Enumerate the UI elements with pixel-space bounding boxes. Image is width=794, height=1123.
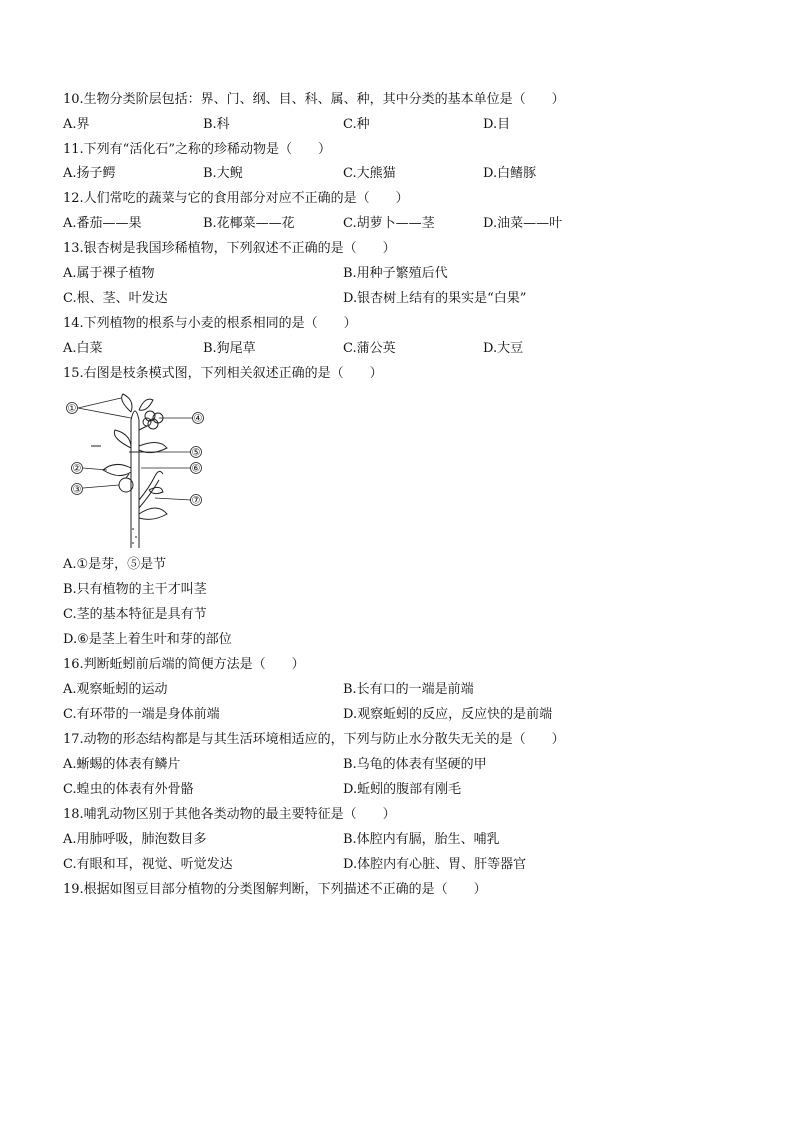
q15-option-c: C.茎的基本特征是具有节 (63, 607, 207, 622)
q14-option-d: D.大豆 (483, 341, 524, 356)
q17-option-c: C.蝗虫的体表有外骨骼 (63, 782, 194, 797)
q17-option-b: B.乌龟的体表有坚硬的甲 (343, 757, 487, 772)
q11-option-b: B.大鲵 (203, 166, 243, 181)
q15-option-b: B.只有植物的主干才叫茎 (63, 582, 207, 597)
q11-option-a: A.扬子鳄 (63, 166, 116, 181)
q14-option-a: A.白菜 (63, 341, 103, 356)
q13-option-b: B.用种子繁殖后代 (343, 266, 448, 281)
figure-label-5: ⑤ (191, 447, 201, 459)
question-19-stem: 19.根据如图豆目部分植物的分类图解判断，下列描述不正确的是（ ） (63, 882, 487, 897)
question-18-stem: 18.哺乳动物区别于其他各类动物的最主要特征是（ ） (63, 807, 396, 822)
branch-diagram (63, 390, 213, 550)
q15-option-a: A.①是芽，⑤是节 (63, 557, 167, 572)
question-10-stem: 10.生物分类阶层包括：界、门、纲、目、科、属、种，其中分类的基本单位是（ ） (63, 92, 565, 107)
figure-label-3: ③ (72, 484, 82, 496)
figure-label-2: ② (72, 463, 82, 475)
q10-option-d: D.目 (483, 117, 511, 132)
q12-option-d: D.油菜——叶 (483, 216, 563, 231)
question-16-stem: 16.判断蚯蚓前后端的简便方法是（ ） (63, 657, 305, 672)
q13-option-c: C.根、茎、叶发达 (63, 291, 168, 306)
q17-option-a: A.蜥蜴的体表有鳞片 (63, 757, 181, 772)
q12-option-a: A.番茄——果 (63, 216, 142, 231)
q10-option-a: A.界 (63, 117, 90, 132)
q10-option-c: C.种 (343, 117, 370, 132)
q18-option-b: B.体腔内有膈，胎生、哺乳 (343, 832, 500, 847)
question-15-stem: 15.右图是枝条模式图，下列相关叙述正确的是（ ） (63, 366, 383, 381)
figure-label-7: ⑦ (191, 495, 201, 507)
q16-option-c: C.有环带的一端是身体前端 (63, 707, 220, 722)
question-12-stem: 12.人们常吃的蔬菜与它的食用部分对应不正确的是（ ） (63, 191, 409, 206)
q14-option-c: C.蒲公英 (343, 341, 396, 356)
question-17-stem: 17.动物的形态结构都是与其生活环境相适应的，下列与防止水分散失无关的是（ ） (63, 732, 565, 747)
question-14-stem: 14.下列植物的根系与小麦的根系相同的是（ ） (63, 316, 357, 331)
q16-option-b: B.长有口的一端是前端 (343, 682, 474, 697)
question-13-stem: 13.银杏树是我国珍稀植物，下列叙述不正确的是（ ） (63, 241, 396, 256)
q10-option-b: B.科 (203, 117, 230, 132)
q16-option-a: A.观察蚯蚓的运动 (63, 682, 168, 697)
figure-label-6: ⑥ (191, 463, 201, 475)
q15-option-d: D.⑥是茎上着生叶和芽的部位 (63, 632, 232, 647)
q12-option-c: C.胡萝卜——茎 (343, 216, 435, 231)
q14-option-b: B.狗尾草 (203, 341, 256, 356)
figure-label-4: ④ (193, 413, 203, 425)
q13-option-a: A.属于裸子植物 (63, 266, 155, 281)
q13-option-d: D.银杏树上结有的果实是“白果” (343, 291, 527, 306)
figure-label-1: ① (67, 403, 77, 415)
q12-option-b: B.花椰菜——花 (203, 216, 295, 231)
q18-option-a: A.用肺呼吸，肺泡数目多 (63, 832, 207, 847)
q18-option-c: C.有眼和耳，视觉、听觉发达 (63, 857, 233, 872)
q17-option-d: D.蚯蚓的腹部有刚毛 (343, 782, 462, 797)
question-11-stem: 11.下列有“活化石”之称的珍稀动物是（ ） (63, 142, 331, 157)
q11-option-d: D.白鳍豚 (483, 166, 537, 181)
q11-option-c: C.大熊猫 (343, 166, 396, 181)
q16-option-d: D.观察蚯蚓的反应，反应快的是前端 (343, 707, 553, 722)
q18-option-d: D.体腔内有心脏、胃、肝等器官 (343, 857, 527, 872)
